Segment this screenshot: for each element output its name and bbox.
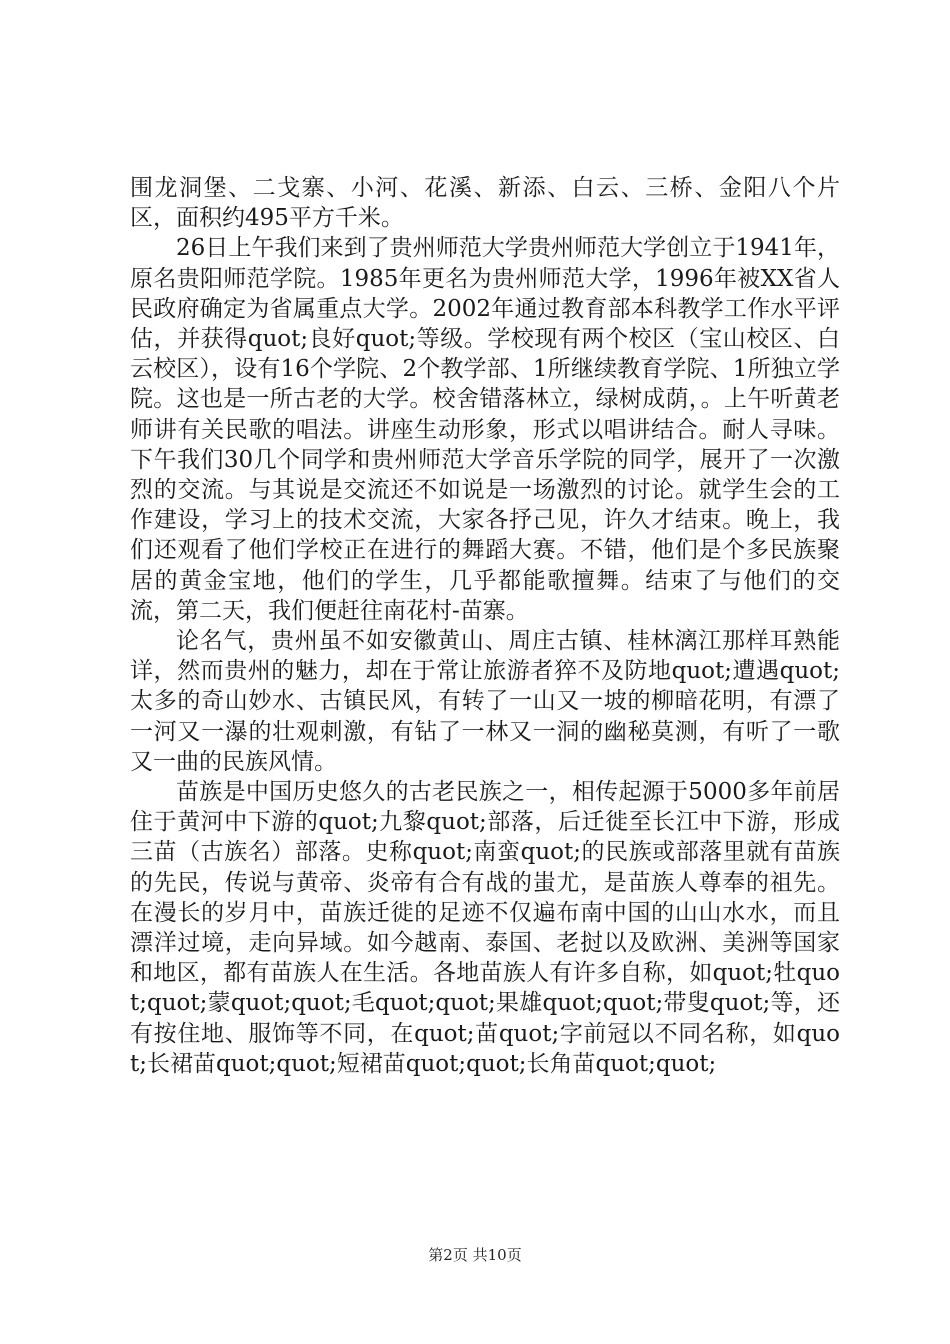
paragraph-2: 26日上午我们来到了贵州师范大学贵州师范大学创立于1941年，原名贵阳师范学院。1985年更名为贵州师范大学，1996年被XX省人民政府确定为省属重点大学。2002年通过教育部本科教学工作水平评估，并获得quot;良好quot;等级。学校现有两个校区（宝山校区、白云校区），设有16个学院、2个教学部、1所继续教育学院、1所独立学院。这也是一所古老的大学。校舍错落林立，绿树成荫，。上午听黄老师讲有关民歌的唱法。讲座生动形象，形式以唱讲结合。耐人寻味。下午我们30几个同学和贵州师范大学音乐学院的同学，展开了一次激烈的交流。与其说是交流还不如说是一场激烈的讨论。就学生会的工作建设，学习上的技术交流，大家各抒己见，许久才结束。晚上，我们还观看了他们学校正在进行的舞蹈大赛。不错，他们是个多民族聚居的黄金宝地，他们的学生，几乎都能歌擅舞。结束了与他们的交流，第二天，我们便赶往南花村-苗寨。: [130, 235, 840, 624]
body-text: [130, 173, 840, 1079]
paragraph-1: 围龙洞堡、二戈寨、小河、花溪、新添、白云、三桥、金阳八个片区，面积约495平方千米。: [130, 175, 840, 232]
paragraph-3: 论名气，贵州虽不如安徽黄山、周庄古镇、桂林漓江那样耳熟能详，然而贵州的魅力，却在于常让旅游者猝不及防地quot;遭遇quot;太多的奇山妙水、古镇民风，有转了一山又一坡的柳暗花明，有漂了一河又一瀑的壮观刺激，有钻了一林又一洞的幽秘莫测，有听了一歌又一曲的民族风情。: [130, 628, 840, 775]
paragraph-4: 苗族是中国历史悠久的古老民族之一，相传起源于5000多年前居住于黄河中下游的quot;九黎quot;部落，后迁徙至长江中下游，形成三苗（古族名）部落。史称quot;南蛮quot;的民族或部落里就有苗族的先民，传说与黄帝、炎帝有合有战的蚩尤，是苗族人尊奉的祖先。在漫长的岁月中，苗族迁徙的足迹不仅遍布南中国的山山水水，而且漂洋过境，走向异域。如今越南、泰国、老挝以及欧洲、美洲等国家和地区，都有苗族人在生活。各地苗族人有许多自称，如quot;牡quot;quot;蒙quot;quot;毛quot;quot;果雄quot;quot;带叟quot;等，还有按住地、服饰等不同，在quot;苗quot;字前冠以不同名称，如quot;长裙苗quot;quot;短裙苗quot;quot;长角苗quot;quot;: [130, 779, 840, 1077]
page-number: 第2页 共10页: [428, 1246, 522, 1264]
